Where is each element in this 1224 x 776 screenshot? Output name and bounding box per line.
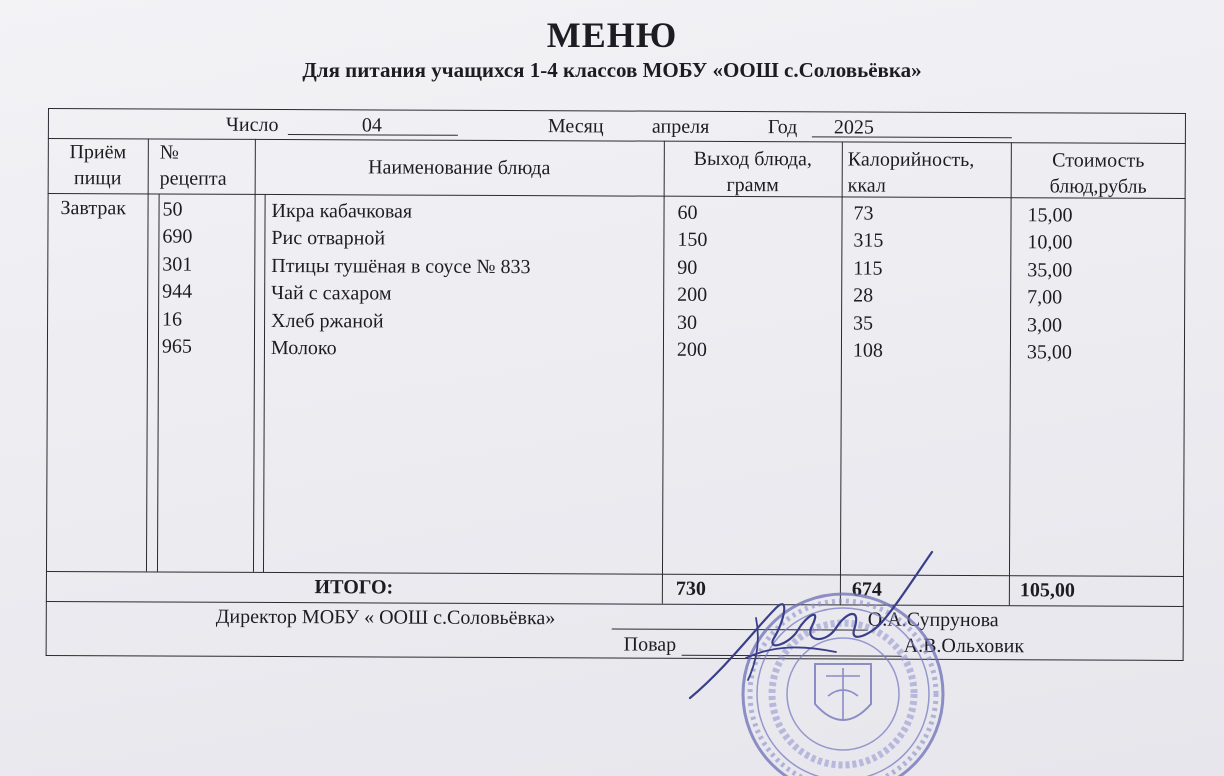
header-recipe-2: рецепта	[159, 167, 227, 190]
dish-name-cell: Икра кабачковая	[271, 199, 413, 223]
totals-label: ИТОГО:	[314, 576, 394, 599]
table-border-left	[46, 108, 49, 656]
header-cost-1: Стоимость	[1052, 149, 1145, 172]
menu-table	[46, 108, 1186, 661]
month-value: апреля	[651, 115, 710, 138]
calories-cell: 35	[853, 312, 874, 335]
totals-weight: 730	[675, 577, 706, 600]
weight-cell: 90	[677, 256, 698, 279]
calories-cell: 73	[853, 202, 874, 225]
director-name: О.А.Супрунова	[867, 608, 999, 632]
director-label: Директор МОБУ « ООШ с.Соловьёвка»	[215, 605, 556, 630]
calories-column	[853, 201, 884, 366]
year-label: Год	[767, 116, 798, 139]
cost-cell: 35,00	[1026, 341, 1072, 364]
dish-name-cell: Рис отварной	[271, 227, 386, 250]
header-calories-1: Калорийность,	[847, 148, 975, 172]
totals-calories: 674	[851, 578, 882, 601]
weight-cell: 200	[676, 338, 707, 361]
recipe-cell: 965	[161, 335, 193, 358]
cook-name: А.В.Ольховик	[903, 634, 1025, 658]
header-cost-2: блюд,рубль	[1049, 175, 1147, 198]
totals-cost: 105,00	[1019, 579, 1075, 602]
year-value: 2025	[833, 116, 874, 139]
dish-name-cell: Птицы тушёная в соусе № 833	[271, 254, 531, 278]
cost-cell: 7,00	[1027, 286, 1063, 309]
calories-cell: 108	[852, 339, 883, 362]
recipe-cell: 944	[162, 280, 193, 303]
month-label: Месяц	[547, 115, 604, 138]
header-recipe-1: №	[159, 141, 179, 164]
weight-cell: 150	[677, 229, 708, 252]
recipe-column	[162, 197, 193, 362]
header-weight-1: Выход блюда,	[693, 147, 812, 171]
col-divider-1	[146, 138, 149, 571]
col-divider-5	[1009, 142, 1012, 605]
table-border-top	[48, 108, 1186, 114]
dish-name-column	[271, 198, 531, 364]
calories-cell: 115	[853, 257, 883, 280]
header-meal-2: пищи	[73, 167, 122, 190]
cook-label: Повар	[623, 633, 677, 656]
header-calories-2: ккал	[847, 174, 886, 197]
weight-cell: 60	[677, 201, 698, 224]
cost-cell: 35,00	[1027, 259, 1073, 282]
header-weight-2: грамм	[726, 173, 779, 197]
dish-name-cell: Чай с сахаром	[271, 282, 392, 305]
calories-cell: 315	[853, 229, 884, 253]
col-divider-3	[662, 141, 665, 604]
col-divider-1b	[157, 193, 160, 571]
menu-title: МЕНЮ	[546, 15, 678, 55]
cost-cell: 15,00	[1027, 204, 1073, 227]
cost-cell: 3,00	[1027, 313, 1063, 337]
header-meal-1: Приём	[69, 141, 127, 164]
recipe-cell: 50	[162, 198, 183, 221]
date-row-divider	[48, 138, 1186, 144]
menu-subtitle: Для питания учащихся 1-4 классов МОБУ «ООШ с.Соловьёвка»	[302, 58, 922, 82]
recipe-cell: 690	[162, 225, 193, 249]
col-divider-4	[840, 141, 843, 604]
col-divider-2	[253, 139, 256, 572]
day-label: Число	[225, 113, 279, 137]
cost-column	[1027, 202, 1073, 367]
header-dish-name: Наименование блюда	[368, 156, 551, 180]
director-signature-line	[612, 628, 868, 630]
dish-name-cell: Молоко	[270, 337, 337, 360]
col-divider-2b	[263, 194, 266, 572]
weight-cell: 30	[677, 311, 698, 334]
recipe-cell: 16	[162, 308, 183, 331]
cook-signature-line	[682, 655, 902, 657]
weight-cell: 200	[677, 283, 708, 307]
calories-cell: 28	[853, 284, 874, 307]
day-value: 04	[361, 114, 382, 137]
weight-column	[677, 200, 708, 365]
recipe-cell: 301	[162, 253, 193, 276]
meal-type: Завтрак	[60, 197, 127, 220]
cost-cell: 10,00	[1027, 231, 1073, 254]
dish-name-cell: Хлеб ржаной	[271, 309, 384, 333]
